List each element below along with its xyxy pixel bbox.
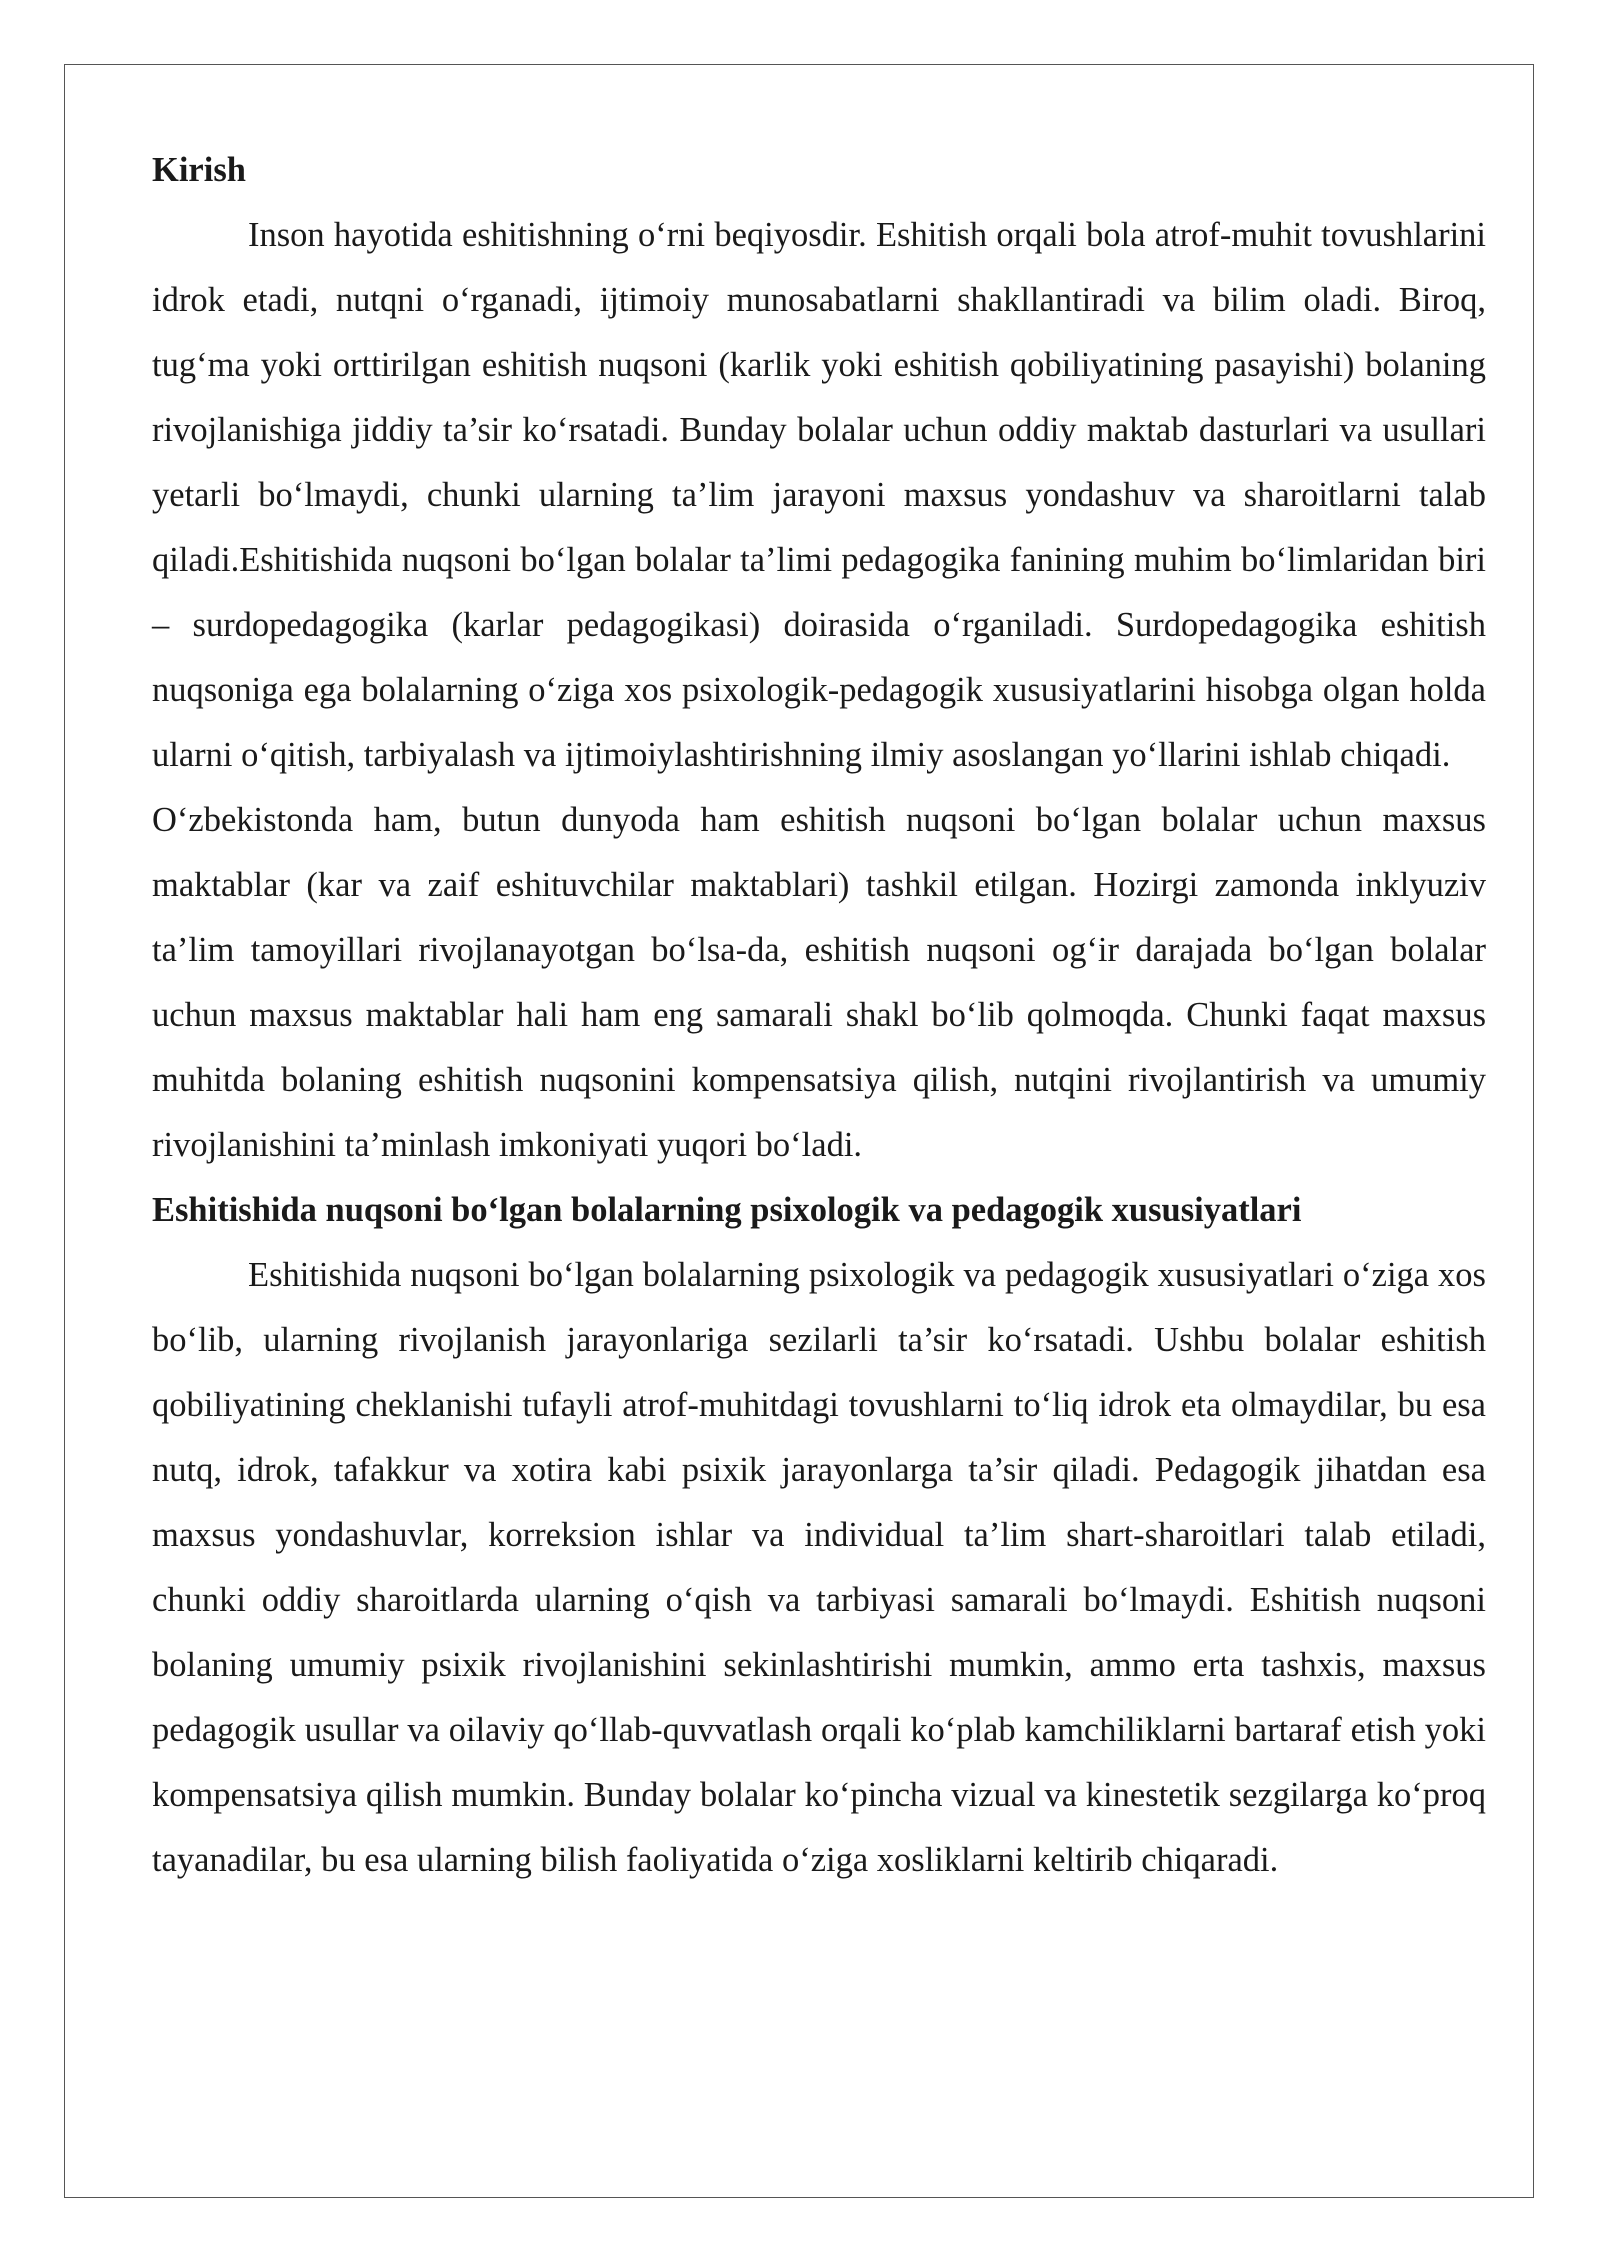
paragraph-introduction-2: O‘zbekistonda ham, butun dunyoda ham eshitish nuqsoni bo‘lgan bolalar uchun maxsus maktablar (kar va zaif eshituvchilar maktablari) tashkil etilgan. Hozirgi zamonda inklyuziv ta’lim tamoyillari rivojlanayotgan bo‘lsa-da, eshitish nuqsoni og‘ir darajada bo‘lgan bolalar uchun maxsus maktablar hali ham eng samarali shakl bo‘lib qolmoqda. Chunki faqat maxsus muhitda bolaning eshitish nuqsonini kompensatsiya qilish, nutqini rivojlantirish va umumiy rivojlanishini ta’minlash imkoniyati yuqori bo‘ladi. [152, 801, 1486, 1164]
section-heading-characteristics: Eshitishida nuqsoni bo‘lgan bolalarning psixologik va pedagogik xususiyatlari [152, 1191, 1302, 1229]
section-heading-introduction: Kirish [152, 151, 246, 189]
document-body [152, 138, 1486, 1893]
paragraph-characteristics-1: Eshitishida nuqsoni bo‘lgan bolalarning psixologik va pedagogik xususiyatlari o‘ziga xos bo‘lib, ularning rivojlanish jarayonlariga sezilarli ta’sir ko‘rsatadi. Ushbu bolalar eshitish qobiliyatining cheklanishi tufayli atrof-muhitdagi tovushlarni to‘liq idrok eta olmaydilar, bu esa nutq, idrok, tafakkur va xotira kabi psixik jarayonlarga ta’sir qiladi. Pedagogik jihatdan esa maxsus yondashuvlar, korreksion ishlar va individual ta’lim shart-sharoitlari talab etiladi, chunki oddiy sharoitlarda ularning o‘qish va tarbiyasi samarali bo‘lmaydi. Eshitish nuqsoni bolaning umumiy psixik rivojlanishini sekinlashtirishi mumkin, ammo erta tashxis, maxsus pedagogik usullar va oilaviy qo‘llab-quvvatlash orqali ko‘plab kamchiliklarni bartaraf etish yoki kompensatsiya qilish mumkin. Bunday bolalar ko‘pincha vizual va kinestetik sezgilarga ko‘proq tayanadilar, bu esa ularning bilish faoliyatida o‘ziga xosliklarni keltirib chiqaradi. [152, 1256, 1486, 1879]
paragraph-introduction-1: Inson hayotida eshitishning o‘rni beqiyosdir. Eshitish orqali bola atrof-muhit tovushlarini idrok etadi, nutqni o‘rganadi, ijtimoiy munosabatlarni shakllantiradi va bilim oladi. Biroq, tug‘ma yoki orttirilgan eshitish nuqsoni (karlik yoki eshitish qobiliyatining pasayishi) bolaning rivojlanishiga jiddiy ta’sir ko‘rsatadi. Bunday bolalar uchun oddiy maktab dasturlari va usullari yetarli bo‘lmaydi, chunki ularning ta’lim jarayoni maxsus yondashuv va sharoitlarni talab qiladi.Eshitishida nuqsoni bo‘lgan bolalar ta’limi pedagogika fanining muhim bo‘limlaridan biri – surdopedagogika (karlar pedagogikasi) doirasida o‘rganiladi. Surdopedagogika eshitish nuqsoniga ega bolalarning o‘ziga xos psixologik-pedagogik xususiyatlarini hisobga olgan holda ularni o‘qitish, tarbiyalash va ijtimoiylashtirishning ilmiy asoslangan yo‘llarini ishlab chiqadi. [152, 216, 1486, 774]
